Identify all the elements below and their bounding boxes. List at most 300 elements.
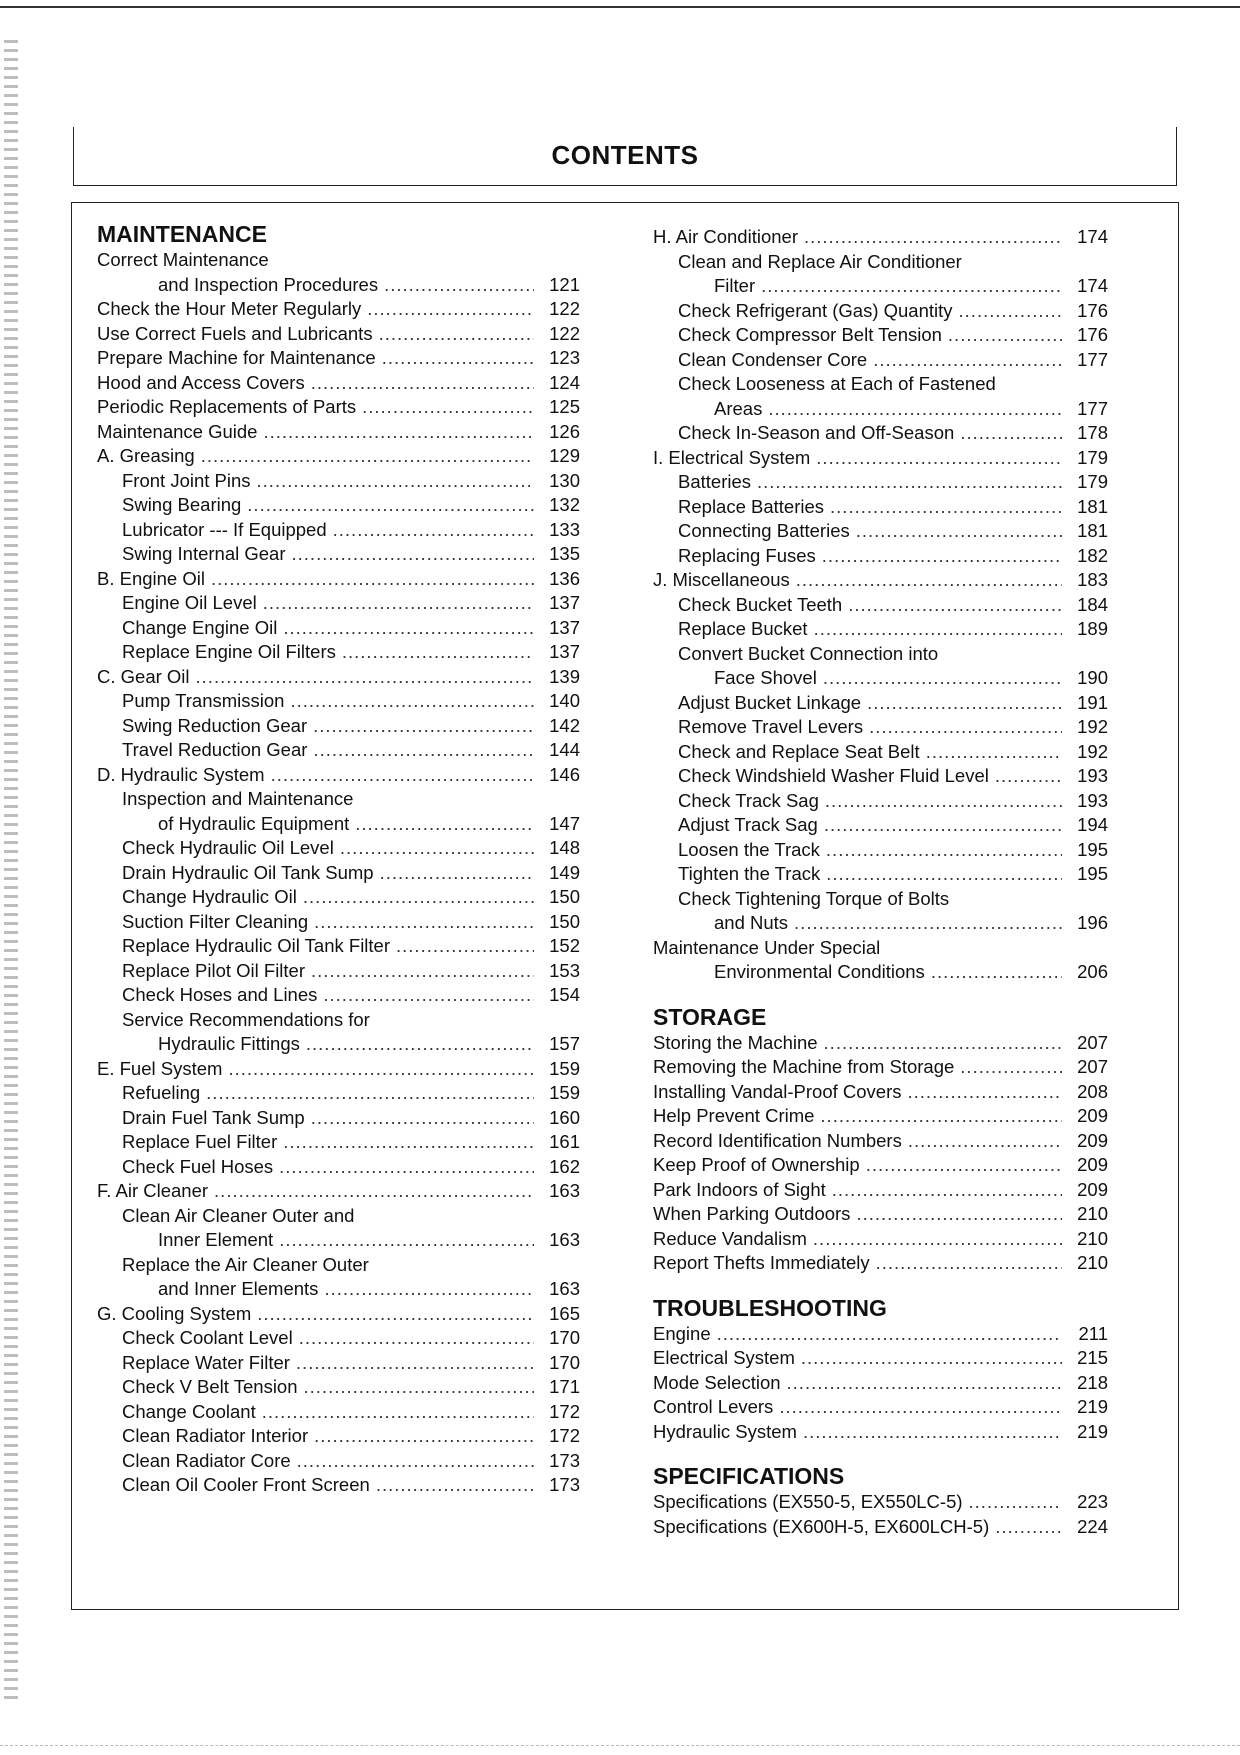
dot-leader: [263, 420, 534, 445]
toc-entry: [97, 1253, 580, 1278]
toc-entry: [653, 225, 1108, 250]
toc-entry-page: 210: [1077, 1203, 1108, 1224]
toc-entry-page: 171: [549, 1376, 580, 1397]
toc-entry-label: Batteries: [678, 471, 752, 492]
toc-entry-page: 211: [1078, 1322, 1108, 1344]
dot-leader: [995, 764, 1062, 789]
toc-entry-label: Adjust Bucket Linkage: [678, 691, 862, 713]
toc-entry-page: 209: [1077, 1154, 1108, 1175]
toc-entry-page: 190: [1077, 667, 1108, 688]
toc-entry-label: Travel Reduction Gear: [122, 739, 308, 760]
toc-entry-label: Replace Water Filter: [122, 1351, 290, 1373]
toc-entry-label: Refueling: [122, 1082, 201, 1103]
toc-entry: [653, 421, 1108, 446]
toc-entry-page: 209: [1077, 1105, 1108, 1126]
dot-leader: [856, 519, 1062, 544]
toc-entry: [653, 666, 1108, 691]
toc-entry: [653, 1202, 1108, 1227]
toc-entry-page: 176: [1077, 324, 1108, 345]
toc-entry-label: Specifications (EX550-5, EX550LC-5): [653, 1491, 963, 1512]
toc-entry-page: 174: [1077, 275, 1108, 296]
toc-entry-label: Check Hydraulic Oil Level: [122, 837, 334, 858]
dot-leader: [313, 738, 534, 763]
dot-leader: [824, 1031, 1062, 1056]
toc-entry-page: 163: [549, 1180, 580, 1201]
toc-entry: [653, 544, 1108, 569]
dot-leader: [396, 934, 534, 959]
toc-entry-label: Convert Bucket Connection into: [678, 642, 939, 664]
toc-entry: [653, 1227, 1108, 1252]
toc-entry: [97, 371, 580, 396]
toc-entry-page: 182: [1077, 544, 1108, 566]
dot-leader: [768, 397, 1062, 422]
toc-entry-label: Check the Hour Meter Regularly: [97, 298, 362, 319]
toc-entry-label: Drain Hydraulic Oil Tank Sump: [122, 861, 374, 883]
toc-entry-page: 192: [1077, 740, 1108, 762]
toc-entry-label: Hood and Access Covers: [97, 371, 305, 393]
dot-leader: [960, 1055, 1062, 1080]
toc-entry-page: 194: [1077, 814, 1108, 835]
toc-entry-page: 125: [549, 396, 580, 417]
toc-entry-label: Use Correct Fuels and Lubricants: [97, 322, 373, 344]
toc-entry-label: Storing the Machine: [653, 1031, 818, 1053]
toc-entry-page: 173: [549, 1449, 580, 1471]
toc-entry-label: Replace Batteries: [678, 495, 825, 517]
dot-leader: [384, 273, 534, 298]
toc-entry: [653, 936, 1108, 961]
toc-entry-label: and Inspection Procedures: [158, 273, 379, 295]
toc-entry-page: 174: [1077, 226, 1108, 247]
dot-leader: [376, 1473, 534, 1498]
dot-leader: [299, 1326, 534, 1351]
toc-entry-page: 196: [1077, 912, 1108, 933]
toc-entry-label: Maintenance Guide: [97, 420, 258, 442]
toc-entry: [97, 395, 580, 420]
toc-entry-label: Change Hydraulic Oil: [122, 886, 297, 907]
toc-entry: [653, 642, 1108, 667]
toc-entry-label: Swing Bearing: [122, 494, 242, 515]
toc-entry-page: 209: [1077, 1129, 1108, 1151]
dot-leader: [303, 885, 534, 910]
dot-leader: [832, 1178, 1062, 1203]
toc-entry: [97, 518, 580, 543]
toc-entry-label: Face Shovel: [714, 667, 817, 688]
dot-leader: [342, 640, 534, 665]
toc-entry-label: Check V Belt Tension: [122, 1376, 298, 1397]
toc-entry-label: Filter: [714, 275, 756, 296]
toc-entry-label: Swing Reduction Gear: [122, 714, 308, 736]
toc-entry-label: Control Levers: [653, 1396, 774, 1417]
toc-entry-label: Engine: [653, 1322, 711, 1344]
toc-entry: [97, 616, 580, 641]
dot-leader: [367, 297, 534, 322]
toc-entry-label: Replace Bucket: [678, 618, 808, 639]
toc-entry-label: When Parking Outdoors: [653, 1203, 851, 1224]
toc-entry-page: 140: [549, 690, 580, 711]
toc-entry-page: 129: [549, 445, 580, 466]
toc-entry-label: Inner Element: [158, 1229, 274, 1250]
dot-leader: [960, 421, 1062, 446]
toc-entry: [653, 691, 1108, 716]
toc-entry-label: Mode Selection: [653, 1371, 781, 1393]
toc-entry-page: 189: [1077, 618, 1108, 639]
dot-leader: [311, 1106, 534, 1131]
toc-entry-page: 149: [549, 861, 580, 883]
dot-leader: [816, 446, 1062, 471]
toc-entry: [653, 1178, 1108, 1203]
toc-entry: [653, 764, 1108, 789]
dot-leader: [262, 1400, 534, 1425]
toc-entry-page: 147: [549, 812, 580, 834]
dot-leader: [323, 983, 534, 1008]
toc-entry: [653, 568, 1108, 593]
toc-entry-label: Check Refrigerant (Gas) Quantity: [678, 299, 953, 321]
toc-entry-page: 122: [549, 322, 580, 344]
toc-entry: [653, 446, 1108, 471]
dot-leader: [796, 568, 1062, 593]
toc-entry-label: Record Identification Numbers: [653, 1129, 902, 1151]
dot-leader: [995, 1515, 1062, 1540]
dot-leader: [926, 740, 1062, 765]
toc-entry: [97, 714, 580, 739]
dot-leader: [824, 813, 1062, 838]
toc-entry: [97, 1473, 580, 1498]
dot-leader: [822, 544, 1062, 569]
toc-entry: [653, 299, 1108, 324]
toc-entry-page: 181: [1077, 520, 1108, 541]
maintenance-continued-list: [653, 225, 1108, 985]
toc-entry: [653, 911, 1108, 936]
dot-leader: [311, 371, 534, 396]
toc-entry-label: I. Electrical System: [653, 446, 811, 468]
toc-entry: [97, 273, 580, 298]
toc-entry: [653, 617, 1108, 642]
toc-entry-label: A. Greasing: [97, 445, 195, 466]
toc-entry-page: 159: [549, 1057, 580, 1079]
toc-entry-page: 195: [1077, 838, 1108, 860]
toc-entry: [97, 1351, 580, 1376]
toc-entry: [97, 1204, 580, 1229]
toc-entry: [97, 959, 580, 984]
dot-leader: [228, 1057, 534, 1082]
toc-entry: [97, 420, 580, 445]
toc-entry-label: Connecting Batteries: [678, 520, 850, 541]
toc-entry: [653, 1371, 1108, 1396]
dot-leader: [271, 763, 534, 788]
dot-leader: [379, 322, 534, 347]
dot-leader: [382, 346, 534, 371]
toc-entry: [653, 372, 1108, 397]
dot-leader: [314, 910, 534, 935]
dot-leader: [324, 1277, 534, 1302]
toc-entry: [97, 469, 580, 494]
toc-entry: [97, 1081, 580, 1106]
toc-entry: [653, 1395, 1108, 1420]
dot-leader: [214, 1179, 534, 1204]
toc-entry: [97, 1008, 580, 1033]
toc-entry-label: Check Windshield Washer Fluid Level: [678, 765, 989, 786]
dot-leader: [876, 1251, 1062, 1276]
toc-entry-page: 161: [549, 1131, 580, 1152]
toc-entry: [97, 910, 580, 935]
toc-entry-label: Clean Air Cleaner Outer and: [122, 1204, 355, 1226]
dot-leader: [908, 1129, 1062, 1154]
toc-entry-label: Clean Oil Cooler Front Screen: [122, 1474, 370, 1495]
dot-leader: [304, 1375, 534, 1400]
specifications-heading: SPECIFICATIONS: [653, 1463, 845, 1489]
toc-entry-page: 152: [549, 935, 580, 956]
toc-entry: [97, 297, 580, 322]
troubleshooting-list: [653, 1322, 1108, 1445]
toc-entry-label: Specifications (EX600H-5, EX600LCH-5): [653, 1515, 990, 1537]
dot-leader: [290, 689, 534, 714]
toc-entry-page: 184: [1077, 593, 1108, 615]
toc-entry-label: Electrical System: [653, 1347, 795, 1368]
dot-leader: [969, 1490, 1062, 1515]
toc-entry: [653, 495, 1108, 520]
toc-entry-page: 172: [549, 1400, 580, 1422]
toc-entry-page: 124: [549, 371, 580, 393]
dot-leader: [297, 1449, 534, 1474]
toc-entry: [653, 1251, 1108, 1276]
toc-entry: [97, 1155, 580, 1180]
toc-entry: [97, 591, 580, 616]
toc-entry-label: Change Engine Oil: [122, 616, 278, 638]
dot-leader: [279, 1155, 534, 1180]
dot-leader: [314, 1424, 534, 1449]
dot-leader: [380, 861, 534, 886]
toc-entry: [653, 1104, 1108, 1129]
toc-entry-page: 172: [549, 1425, 580, 1446]
dot-leader: [306, 1032, 534, 1057]
toc-entry-page: 157: [549, 1033, 580, 1054]
toc-entry-page: 210: [1077, 1227, 1108, 1249]
toc-entry: [97, 885, 580, 910]
toc-entry-label: Front Joint Pins: [122, 469, 251, 491]
toc-entry-label: Clean Condenser Core: [678, 348, 868, 370]
toc-entry-page: 193: [1077, 789, 1108, 811]
toc-entry: [97, 1277, 580, 1302]
toc-entry-page: 165: [549, 1302, 580, 1324]
toc-entry-page: 121: [549, 273, 580, 295]
toc-entry-label: Replace Fuel Filter: [122, 1131, 278, 1152]
toc-entry-label: Replace the Air Cleaner Outer: [122, 1253, 369, 1275]
dot-leader: [296, 1351, 534, 1376]
toc-entry-page: 170: [549, 1351, 580, 1373]
toc-entry-page: 146: [549, 763, 580, 785]
toc-entry-page: 224: [1077, 1515, 1108, 1537]
toc-entry: [97, 493, 580, 518]
toc-entry: [97, 640, 580, 665]
toc-entry-page: 191: [1077, 691, 1108, 713]
toc-entry-page: 219: [1077, 1420, 1108, 1442]
dot-leader: [959, 299, 1062, 324]
toc-entry: [653, 1420, 1108, 1445]
toc-entry: [97, 322, 580, 347]
toc-entry-label: Reduce Vandalism: [653, 1227, 807, 1249]
dot-leader: [292, 542, 534, 567]
toc-entry: [653, 715, 1108, 740]
dot-leader: [794, 911, 1062, 936]
toc-entry: [653, 1322, 1108, 1347]
toc-entry: [653, 274, 1108, 299]
toc-entry-label: F. Air Cleaner: [97, 1180, 209, 1201]
dot-leader: [908, 1080, 1062, 1105]
toc-entry-page: 153: [549, 959, 580, 981]
toc-entry-page: 150: [549, 910, 580, 932]
toc-entry-label: and Nuts: [714, 912, 789, 933]
toc-entry: [653, 348, 1108, 373]
toc-entry-label: J. Miscellaneous: [653, 569, 790, 590]
toc-entry-label: Service Recommendations for: [122, 1008, 370, 1030]
toc-entry-page: 163: [549, 1229, 580, 1250]
toc-entry-page: 154: [549, 984, 580, 1005]
toc-entry: [97, 1106, 580, 1131]
toc-entry-page: 208: [1077, 1080, 1108, 1102]
toc-entry-label: Check and Replace Seat Belt: [678, 740, 920, 762]
dot-leader: [804, 225, 1062, 250]
bottom-scan-edge: [0, 1745, 1240, 1746]
specifications-list: [653, 1490, 1108, 1539]
dot-leader: [814, 617, 1062, 642]
toc-entry: [97, 738, 580, 763]
dot-leader: [873, 348, 1062, 373]
toc-entry: [653, 960, 1108, 985]
toc-entry-label: Check Looseness at Each of Fastened: [678, 373, 996, 394]
dot-leader: [355, 812, 534, 837]
page-title: CONTENTS: [551, 140, 699, 170]
toc-entry-label: Pump Transmission: [122, 690, 285, 711]
dot-leader: [247, 493, 534, 518]
toc-entry-label: Loosen the Track: [678, 838, 820, 860]
toc-entry: [97, 1179, 580, 1204]
toc-entry-label: Inspection and Maintenance: [122, 788, 354, 809]
toc-entry: [653, 789, 1108, 814]
toc-entry: [653, 838, 1108, 863]
toc-entry-page: 177: [1077, 397, 1108, 419]
binding-edge: [4, 40, 18, 1700]
toc-entry: [653, 862, 1108, 887]
toc-entry: [97, 567, 580, 592]
dot-leader: [257, 469, 534, 494]
toc-entry-page: 135: [549, 543, 580, 564]
toc-entry-label: G. Cooling System: [97, 1302, 252, 1324]
dot-leader: [803, 1420, 1062, 1445]
toc-entry-label: Hydraulic Fittings: [158, 1033, 300, 1054]
dot-leader: [313, 714, 534, 739]
toc-entry: [97, 665, 580, 690]
toc-entry-label: Engine Oil Level: [122, 592, 257, 613]
dot-leader: [813, 1227, 1062, 1252]
toc-entry-label: of Hydraulic Equipment: [158, 812, 350, 834]
toc-entry-label: Replace Engine Oil Filters: [122, 641, 336, 662]
toc-entry-label: Check Coolant Level: [122, 1327, 293, 1348]
toc-entry-page: 159: [549, 1082, 580, 1103]
toc-entry: [97, 983, 580, 1008]
dot-leader: [201, 444, 534, 469]
toc-entry-label: Suction Filter Cleaning: [122, 910, 309, 932]
toc-entry-page: 132: [549, 494, 580, 515]
dot-leader: [263, 591, 534, 616]
top-scan-edge: [0, 6, 1240, 8]
toc-entry-label: Clean Radiator Core: [122, 1449, 291, 1471]
dot-leader: [757, 470, 1062, 495]
toc-entry-page: 163: [549, 1278, 580, 1299]
dot-leader: [848, 593, 1062, 618]
dot-leader: [779, 1395, 1062, 1420]
toc-entry-label: Adjust Track Sag: [678, 814, 818, 835]
dot-leader: [196, 665, 534, 690]
toc-entry-label: Swing Internal Gear: [122, 543, 286, 564]
toc-entry-label: Replace Pilot Oil Filter: [122, 959, 306, 981]
toc-entry-page: 223: [1077, 1491, 1108, 1512]
toc-entry: [653, 397, 1108, 422]
toc-entry-label: Park Indoors of Sight: [653, 1178, 826, 1200]
dot-leader: [257, 1302, 534, 1327]
toc-entry: [97, 1375, 580, 1400]
dot-leader: [211, 567, 534, 592]
toc-entry-label: E. Fuel System: [97, 1057, 223, 1079]
toc-entry-label: Lubricator --- If Equipped: [122, 518, 327, 540]
dot-leader: [823, 666, 1062, 691]
toc-entry: [653, 1515, 1108, 1540]
toc-entry-label: B. Engine Oil: [97, 567, 205, 589]
toc-entry: [97, 444, 580, 469]
toc-entry-page: 123: [549, 347, 580, 368]
dot-leader: [866, 1153, 1062, 1178]
dot-leader: [362, 395, 534, 420]
toc-entry-page: 170: [549, 1327, 580, 1348]
dot-leader: [948, 323, 1062, 348]
toc-entry-label: Periodic Replacements of Parts: [97, 396, 357, 417]
storage-list: [653, 1031, 1108, 1276]
toc-entry-label: Report Thefts Immediately: [653, 1252, 870, 1273]
dot-leader: [717, 1322, 1062, 1347]
toc-entry-page: 210: [1077, 1252, 1108, 1273]
dot-leader: [283, 1130, 534, 1155]
toc-entry: [653, 250, 1108, 275]
title-box: [73, 127, 1177, 186]
toc-entry-label: Help Prevent Crime: [653, 1105, 815, 1126]
toc-entry-page: 207: [1077, 1031, 1108, 1053]
toc-entry-page: 137: [549, 592, 580, 613]
toc-entry-label: Check Track Sag: [678, 789, 819, 811]
dot-leader: [830, 495, 1062, 520]
toc-entry-page: 183: [1077, 569, 1108, 590]
dot-leader: [931, 960, 1062, 985]
toc-entry-page: 179: [1077, 471, 1108, 492]
toc-entry-label: Check Fuel Hoses: [122, 1155, 274, 1177]
toc-entry-label: Prepare Machine for Maintenance: [97, 347, 376, 368]
toc-entry: [653, 519, 1108, 544]
toc-entry-label: Change Coolant: [122, 1400, 256, 1422]
toc-entry-label: Removing the Machine from Storage: [653, 1056, 955, 1077]
toc-entry-page: 207: [1077, 1056, 1108, 1077]
toc-entry: [653, 470, 1108, 495]
toc-entry-label: Clean and Replace Air Conditioner: [678, 250, 962, 272]
toc-entry: [97, 861, 580, 886]
toc-entry-page: 181: [1077, 495, 1108, 517]
toc-entry-label: C. Gear Oil: [97, 665, 190, 687]
troubleshooting-heading: TROUBLESHOOTING: [653, 1294, 887, 1321]
toc-entry-page: 144: [549, 739, 580, 760]
toc-entry: [653, 1346, 1108, 1371]
toc-entry-label: and Inner Elements: [158, 1278, 319, 1299]
dot-leader: [311, 959, 534, 984]
toc-entry: [653, 1153, 1108, 1178]
toc-entry: [97, 836, 580, 861]
toc-entry-label: Remove Travel Levers: [678, 716, 864, 737]
